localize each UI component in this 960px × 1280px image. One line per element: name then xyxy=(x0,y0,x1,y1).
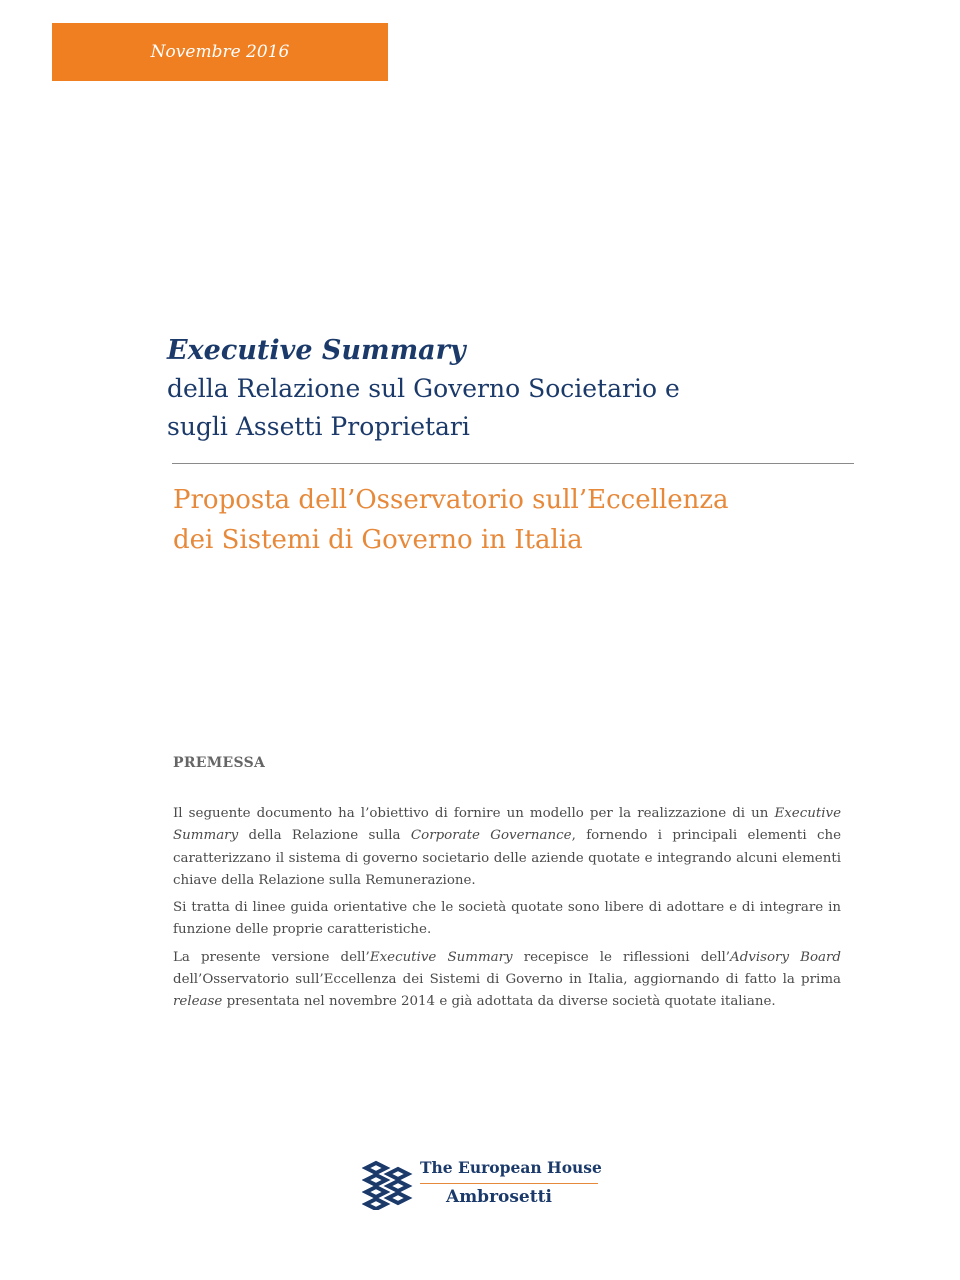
paragraph-3 xyxy=(173,947,841,1014)
text-run: La presente versione dell’ xyxy=(173,949,370,965)
paragraph-2: Si tratta di linee guida orientative che le società quotate sono libere di adottare e di integrare in funzione delle proprie caratteristiche. xyxy=(173,900,841,938)
italic-run: release xyxy=(173,994,223,1010)
ambrosetti-logo-mark-icon xyxy=(362,1160,414,1210)
italic-run: Advisory Board xyxy=(730,949,841,965)
logo-text-line-1: The European House xyxy=(420,1158,602,1177)
italic-run: Executive Summary xyxy=(369,949,513,965)
logo-text-line-2: Ambrosetti xyxy=(446,1187,552,1207)
subtitle-line-2: dei Sistemi di Governo in Italia xyxy=(173,525,583,555)
title-line-2: sugli Assetti Proprietari xyxy=(167,412,470,441)
title-line-1: della Relazione sul Governo Societario e xyxy=(167,374,680,403)
document-subtitle xyxy=(173,480,873,560)
text-run: dell’Osservatorio sull’Eccellenza dei Sistemi di Governo in Italia, aggiornando di fatto la prima xyxy=(173,972,841,988)
document-title xyxy=(167,332,867,446)
paragraph-1 xyxy=(173,803,841,892)
text-run: Il seguente documento ha l’obiettivo di fornire un modello per la realizzazione di un xyxy=(173,806,775,821)
date-banner xyxy=(52,23,388,81)
premessa-heading: PREMESSA xyxy=(173,755,266,771)
title-executive-summary: Executive Summary xyxy=(167,335,466,366)
text-run: , fornendo i principali elementi che caratterizzano il sistema di governo societario delle aziende quotate e integrando alcuni elementi chiave della Relazione sulla Remunerazione. xyxy=(173,828,841,888)
logo-divider xyxy=(420,1183,598,1184)
ambrosetti-logo xyxy=(362,1158,602,1212)
italic-run: Executive Summary xyxy=(173,806,841,844)
title-divider xyxy=(172,463,854,464)
publication-date: Novembre 2016 xyxy=(150,42,290,62)
premessa-body xyxy=(173,803,841,1019)
text-run: presentata nel novembre 2014 e già adottata da diverse società quotate italiane. xyxy=(222,994,776,1010)
text-run: della Relazione sulla xyxy=(238,828,411,844)
text-run: recepisce le riflessioni dell’ xyxy=(512,949,731,965)
italic-run: Corporate Governance xyxy=(410,828,572,844)
subtitle-line-1: Proposta dell’Osservatorio sull’Eccellenza xyxy=(173,485,729,515)
